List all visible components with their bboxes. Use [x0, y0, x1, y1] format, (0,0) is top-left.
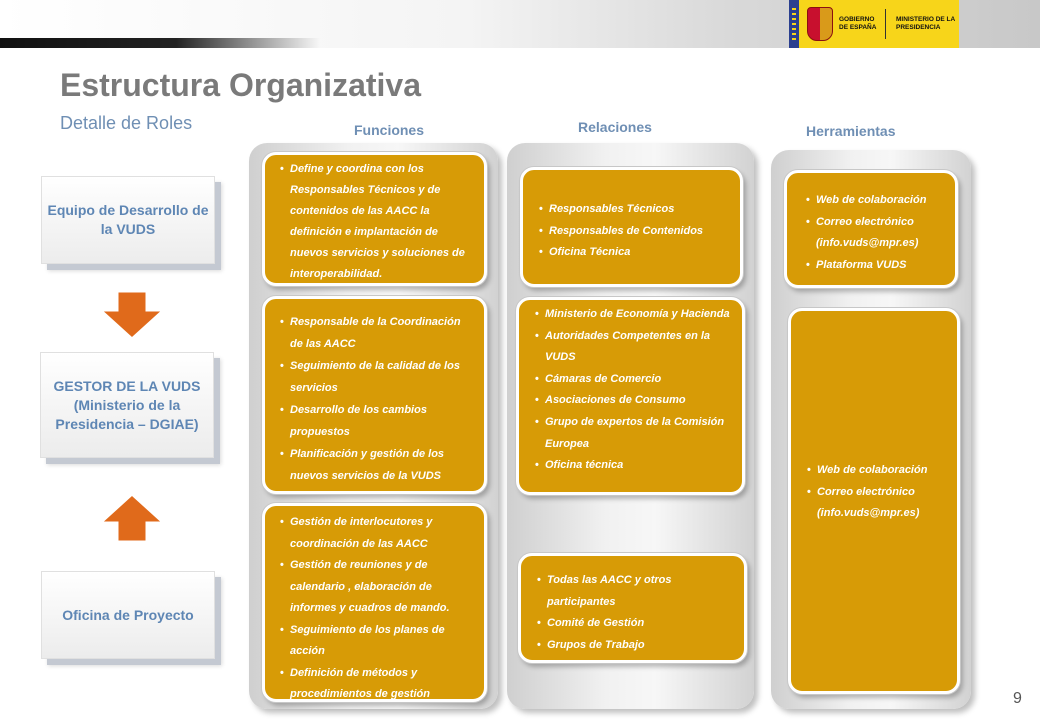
list-item: • Seguimiento de la calidad de los servicios	[280, 355, 474, 399]
list-item: • Web de colaboración	[806, 190, 947, 212]
list-item: • Todas las AACC y otros participantes	[537, 570, 736, 613]
list-item: • Gestión de interlocutores y coordinación de las AACC	[280, 512, 474, 555]
list-item: • Correo electrónico (info.vuds@mpr.es)	[806, 212, 947, 255]
list-item: • Responsable de la Coordinación de las AACC	[280, 311, 474, 355]
role-oficina-proyecto	[41, 571, 215, 659]
list-item: • Grupos de Trabajo	[537, 635, 736, 657]
role-label: GESTOR DE LA VUDS (Ministerio de la Presidencia – DGIAE)	[53, 377, 201, 432]
page-number: 9	[1013, 690, 1022, 707]
government-logo	[789, 0, 959, 48]
column-header-herramientas: Herramientas	[806, 123, 896, 139]
list-item: • Responsables Técnicos	[539, 199, 732, 221]
list-item: • Comité de Gestión	[537, 613, 736, 635]
list-item: • Planificación y gestión de los nuevos servicios de la VUDS	[280, 443, 474, 487]
list-item: • Autoridades Competentes en la VUDS	[535, 326, 734, 369]
eu-flag-icon	[789, 0, 799, 48]
column-header-relaciones: Relaciones	[578, 119, 652, 135]
list-item: • Ministerio de Economía y Hacienda	[535, 304, 734, 326]
page-title: Estructura Organizativa	[60, 67, 421, 103]
list-item: • Gestión de reuniones y de calendario , elaboración de informes y cuadros de mando.	[280, 555, 474, 620]
role-gestor-vuds	[40, 352, 214, 458]
header-accent-bar	[0, 38, 320, 48]
list-item: • Grupo de expertos de la Comisión Europea	[535, 412, 734, 455]
list-item: • Seguimiento de los planes de acción	[280, 620, 474, 663]
coat-of-arms-icon	[807, 7, 833, 41]
card-herramientas-1	[784, 170, 958, 288]
column-header-funciones: Funciones	[354, 122, 425, 138]
list-item: • Desarrollo de los cambios propuestos	[280, 399, 474, 443]
list-item: • Correo electrónico (info.vuds@mpr.es)	[807, 482, 949, 525]
card-funciones-2	[262, 296, 487, 494]
role-label: Equipo de Desarrollo de la VUDS	[47, 202, 209, 237]
card-relaciones-1	[520, 167, 743, 287]
card-herramientas-2	[788, 308, 960, 694]
role-label: Oficina de Proyecto	[62, 606, 194, 623]
list-item: • Asociaciones de Consumo	[535, 390, 734, 412]
page-subtitle: Detalle de Roles	[60, 113, 193, 133]
list-item: • Cámaras de Comercio	[535, 369, 734, 391]
card-funciones-3	[262, 503, 487, 702]
card-funciones-1	[262, 152, 487, 286]
list-item: • Responsables de Contenidos	[539, 221, 732, 243]
logo-text-left: GOBIERNO DE ESPAÑA	[839, 16, 877, 31]
logo-text-right: MINISTERIO DE LA PRESIDENCIA	[896, 16, 955, 31]
list-item: • Define y coordina con los Responsables Técnicos y de contenidos de las AACC la definición e implantación de nuevos servicios y soluciones de interoperabilidad.	[280, 159, 474, 285]
list-item: • Web de colaboración	[807, 460, 949, 482]
card-relaciones-3	[518, 553, 747, 663]
logo-separator	[885, 9, 886, 39]
list-item: • Oficina Técnica	[539, 242, 732, 264]
arrow-down-icon	[97, 288, 167, 342]
list-item: • Oficina técnica	[535, 455, 734, 477]
list-item: • Definición de métodos y procedimientos de gestión	[280, 663, 474, 703]
role-equipo-desarrollo	[41, 176, 215, 264]
card-relaciones-2	[516, 297, 745, 495]
list-item: • Plataforma VUDS	[806, 255, 947, 277]
arrow-up-icon	[97, 491, 167, 545]
